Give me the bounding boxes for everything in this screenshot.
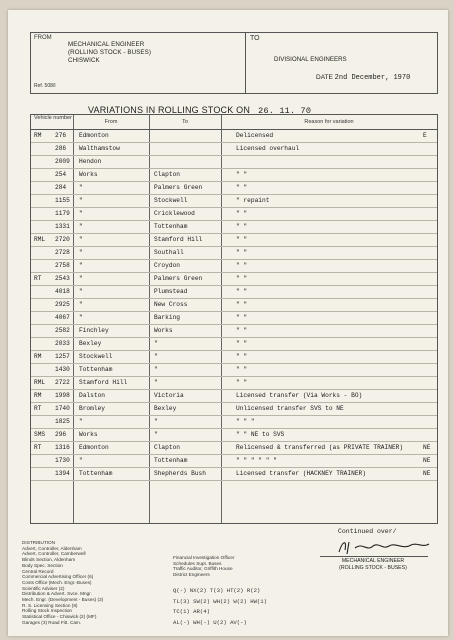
distribution-entry: Advert, Controller, Camberwell [22, 551, 86, 557]
cell-num: 1257 [55, 353, 70, 360]
table-row [31, 442, 437, 455]
table-row [31, 455, 437, 468]
cell-num: 296 [55, 431, 67, 438]
cell-from: Hendon [79, 158, 102, 165]
signature [333, 538, 443, 556]
cell-from: " [79, 236, 83, 243]
cell-from: Stockwell [79, 353, 113, 360]
ref-number: Ref. 508/I [34, 83, 56, 89]
table-row [31, 468, 437, 481]
cell-num: 2722 [55, 379, 70, 386]
cell-to: Clapton [154, 171, 180, 178]
cell-reason: Licensed transfer (HACKNEY TRAINER) [236, 470, 366, 477]
cell-from: Tottenham [79, 470, 113, 477]
cell-flag: NE [423, 444, 431, 451]
cell-to: Clapton [154, 444, 180, 451]
from-line: CHISWICK [68, 57, 100, 64]
cell-cls: SMS [34, 431, 46, 438]
cell-to: Palmers Green [154, 184, 203, 191]
cell-flag: E [423, 132, 427, 139]
distribution-entry: Mech. Engr. (Development - Buses) (2) [22, 597, 104, 603]
cell-from: Bromley [79, 405, 105, 412]
cell-num: 2728 [55, 249, 70, 256]
cell-num: 286 [55, 145, 67, 152]
cell-num: 2758 [55, 262, 70, 269]
cell-reason: " " " " " " [236, 457, 277, 464]
cell-num: 1825 [55, 418, 70, 425]
cell-from: Edmonton [79, 444, 109, 451]
cell-from: Works [79, 431, 98, 438]
cell-num: 1316 [55, 444, 70, 451]
cell-reason: " " [236, 379, 248, 386]
header-reason: Reason for variation [304, 119, 354, 125]
distribution-entry: Distribution & Advert. Svce. Mngr. [22, 591, 92, 597]
cell-num: 284 [55, 184, 67, 191]
cell-from: Walthamstow [79, 145, 120, 152]
table-row [31, 338, 437, 351]
cell-reason: Delicensed [236, 132, 274, 139]
from-text [68, 41, 151, 65]
cell-reason: Unlicensed transfer SVS to NE [236, 405, 344, 412]
cell-from: " [79, 275, 83, 282]
cell-from: " [79, 301, 83, 308]
cell-from: " [79, 249, 83, 256]
cell-num: 2009 [55, 158, 70, 165]
cell-to: Croydon [154, 262, 180, 269]
distribution-entry: Body Spec. Section [22, 562, 63, 568]
cell-to: " [154, 418, 158, 425]
row-rule [31, 480, 437, 481]
cell-from: Finchley [79, 327, 109, 334]
cell-from: " [79, 418, 83, 425]
cell-from: " [79, 457, 83, 464]
cell-reason: Relicensed & transferred (as PRIVATE TRAINER) [236, 444, 404, 451]
distribution-entry: DISTRIBUTION [22, 540, 56, 545]
cell-to: " [154, 366, 158, 373]
cell-num: 1394 [55, 470, 70, 477]
signature-line [320, 556, 428, 557]
variations-table [30, 114, 438, 524]
cell-num: 1179 [55, 210, 70, 217]
cell-reason: " " [236, 366, 248, 373]
header-from: From [104, 119, 118, 125]
cell-num: 4067 [55, 314, 70, 321]
distribution-entry: Advert, Controller, Aldenham [22, 545, 82, 551]
distribution-entry: Central Record [22, 568, 54, 574]
title-text: VARIATIONS IN ROLLING STOCK ON [88, 105, 251, 115]
cell-to: Stockwell [154, 197, 188, 204]
cell-reason: " " [236, 353, 248, 360]
cell-reason: " " [236, 275, 248, 282]
to-label: TO [250, 35, 260, 42]
cell-to: Victoria [154, 392, 184, 399]
distribution-entry: Traffic Auditor, Griffith House [173, 566, 233, 572]
cell-reason: " " [236, 314, 248, 321]
table-row [31, 195, 437, 208]
cell-cls: RM [34, 353, 42, 360]
date-line [316, 74, 410, 82]
distribution-entry: Financial Investigation Officer [173, 555, 235, 560]
cell-flag: NE [423, 470, 431, 477]
signature-title-line: (ROLLING STOCK - BUSES) [339, 564, 407, 571]
cell-to: New Cross [154, 301, 188, 308]
cell-num: 1155 [55, 197, 70, 204]
table-row [31, 260, 437, 273]
table-row [31, 364, 437, 377]
table-row [31, 273, 437, 286]
distribution-entry: Commercial Advertising Officer (6) [22, 574, 94, 580]
distribution-entry: Rolling Stock Inspection [22, 608, 73, 614]
title-date: 26. 11. 70 [258, 106, 312, 116]
table-row [31, 390, 437, 403]
cell-num: 2543 [55, 275, 70, 282]
cell-cls: RT [34, 275, 42, 282]
to-value: DIVISIONAL ENGINEERS [274, 56, 347, 63]
distribution-entry: TL(3) SW(2) WH(2) W(2) HW(1) [173, 597, 267, 605]
distribution-entry: R. S. Licensing Section (8) [22, 602, 78, 608]
date-label: DATE [316, 74, 333, 81]
table-row [31, 208, 437, 221]
cell-from: Works [79, 171, 98, 178]
signature-title [318, 558, 428, 571]
cell-to: Tottenham [154, 223, 188, 230]
document-sheet [8, 10, 448, 636]
cell-to: Cricklewood [154, 210, 195, 217]
cell-reason: " " [236, 236, 248, 243]
cell-num: 1730 [55, 457, 70, 464]
distribution-list [22, 540, 162, 626]
cell-to: " [154, 340, 158, 347]
cell-to: Stamford Hill [154, 236, 203, 243]
date-value: 2nd December, 1970 [334, 74, 411, 82]
cell-num: 1430 [55, 366, 70, 373]
from-line: MECHANICAL ENGINEER [68, 41, 145, 48]
distribution-entry: Garages (3) Road Fitt. Cam. [22, 619, 82, 625]
cell-from: Tottenham [79, 366, 113, 373]
table-row [31, 247, 437, 260]
distribution-entry: AL(-) WH(-) U(2) AV(-) [173, 618, 247, 626]
cell-from: " [79, 210, 83, 217]
header-vehicle-number: Vehicle number [34, 115, 72, 121]
table-row [31, 234, 437, 247]
cell-to: Palmers Green [154, 275, 203, 282]
cell-num: 4018 [55, 288, 70, 295]
cell-from: Stamford Hill [79, 379, 128, 386]
table-row [31, 130, 437, 143]
cell-to: Shepherds Bush [154, 470, 206, 477]
cell-to: Southall [154, 249, 184, 256]
cell-num: 2582 [55, 327, 70, 334]
table-row [31, 286, 437, 299]
cell-from: " [79, 314, 83, 321]
cell-reason: " " [236, 171, 248, 178]
cell-num: 254 [55, 171, 67, 178]
cell-reason: " " " [236, 418, 255, 425]
distribution-entry: Blinds Section, Aldenham [22, 557, 76, 563]
cell-flag: NE [423, 457, 431, 464]
distribution-entry: District Engineers [173, 572, 210, 578]
cell-reason: " " [236, 327, 248, 334]
cell-to: Barking [154, 314, 180, 321]
cell-from: " [79, 184, 83, 191]
cell-num: 2720 [55, 236, 70, 243]
distribution-entry: TC(1) AR(4) [173, 608, 210, 615]
garage-codes [173, 586, 323, 628]
distribution-entry: Q(-) NX(2) T(3) HT(2) R(2) [173, 587, 261, 594]
cell-to: Plumstead [154, 288, 188, 295]
cell-reason: Licensed transfer (Via Works - BO) [236, 392, 363, 399]
cell-cls: RT [34, 405, 42, 412]
cell-to: Bexley [154, 405, 177, 412]
cell-to: " [154, 379, 158, 386]
table-row [31, 351, 437, 364]
cell-reason: " " [236, 288, 248, 295]
table-row [31, 221, 437, 234]
from-label: FROM [34, 35, 52, 41]
table-row [31, 156, 437, 169]
cell-from: " [79, 262, 83, 269]
cell-cls: RT [34, 444, 42, 451]
from-line: (ROLLING STOCK - BUSES) [68, 49, 151, 56]
cell-from: Edmonton [79, 132, 109, 139]
cell-reason: Licensed overhaul [236, 145, 300, 152]
distribution-entry: Schedules Supt. Buses [173, 560, 222, 566]
cell-cls: RM [34, 132, 42, 139]
cell-to: " [154, 353, 158, 360]
cell-num: 2925 [55, 301, 70, 308]
cell-reason: " " NE to SVS [236, 431, 285, 438]
cell-to: Tottenham [154, 457, 188, 464]
cell-reason: " " [236, 210, 248, 217]
table-row [31, 325, 437, 338]
cell-reason: " " [236, 184, 248, 191]
table-row [31, 312, 437, 325]
header-to: To [182, 119, 188, 125]
cell-from: Dalston [79, 392, 105, 399]
cell-reason: " repaint [236, 197, 270, 204]
cell-to: Works [154, 327, 173, 334]
cell-num: 2033 [55, 340, 70, 347]
cell-num: 1740 [55, 405, 70, 412]
cell-from: " [79, 223, 83, 230]
distribution-list-2 [173, 555, 283, 578]
table-row [31, 416, 437, 429]
signature-title-line: MECHANICAL ENGINEER [341, 558, 405, 564]
continued-note: Continued over/ [338, 528, 397, 535]
table-row [31, 429, 437, 442]
cell-reason: " " [236, 249, 248, 256]
table-row [31, 169, 437, 182]
distribution-entry: Statistical Office - Chiswick (2) (MF) [22, 614, 97, 620]
cell-reason: " " [236, 340, 248, 347]
table-row [31, 377, 437, 390]
cell-cls: RML [34, 236, 46, 243]
distribution-entry: Costs Office (Mech. Engr.-Buses) [22, 579, 92, 585]
cell-reason: " " [236, 301, 248, 308]
cell-reason: " " [236, 262, 248, 269]
cell-from: " [79, 288, 83, 295]
distribution-entry: Scientific Adviser (2) [22, 585, 65, 591]
cell-num: 276 [55, 132, 67, 139]
cell-reason: " " [236, 223, 248, 230]
cell-to: " [154, 431, 158, 438]
cell-num: 1998 [55, 392, 70, 399]
cell-num: 1331 [55, 223, 70, 230]
table-row [31, 299, 437, 312]
cell-from: Bexley [79, 340, 102, 347]
table-row [31, 143, 437, 156]
cell-cls: RML [34, 379, 46, 386]
table-row [31, 403, 437, 416]
cell-cls: RM [34, 392, 42, 399]
cell-from: " [79, 197, 83, 204]
table-row [31, 182, 437, 195]
